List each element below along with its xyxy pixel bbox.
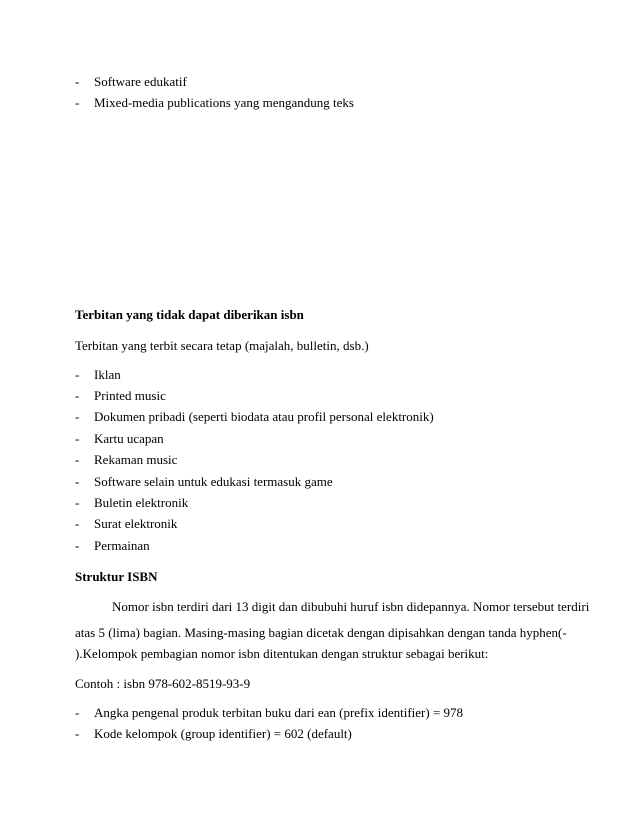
bullet-dash: - (75, 705, 80, 720)
list-item (75, 704, 575, 721)
list-item (75, 430, 575, 447)
list-item (75, 387, 575, 404)
list-item-text: Rekaman music (94, 452, 178, 467)
bullet-dash: - (75, 726, 80, 741)
list-item (75, 451, 575, 468)
bullet-dash: - (75, 431, 80, 446)
list-item-text: Angka pengenal produk terbitan buku dari ean (prefix identifier) = 978 (94, 705, 464, 720)
list-item-text: Printed music (94, 388, 166, 403)
bullet-dash: - (75, 95, 80, 110)
list-item-text: Buletin elektronik (94, 495, 189, 510)
list-item (75, 725, 575, 742)
list-item-text: Dokumen pribadi (seperti biodata atau profil personal elektronik) (94, 409, 434, 424)
bullet-dash: - (75, 495, 80, 510)
list-item (75, 515, 575, 532)
list-item (75, 494, 575, 511)
paragraph-line: atas 5 (lima) bagian. Masing-masing bagian dicetak dengan dipisahkan dengan tanda hyphen(- (75, 625, 567, 640)
bullet-dash: - (75, 409, 80, 424)
section-heading-excluded: Terbitan yang tidak dapat diberikan isbn (75, 307, 304, 322)
list-item-text: Software selain untuk edukasi termasuk game (94, 474, 333, 489)
list-item (75, 366, 575, 383)
bullet-dash: - (75, 452, 80, 467)
section-heading-structure: Struktur ISBN (75, 569, 158, 584)
list-item-text: Software edukatif (94, 74, 187, 89)
list-item-text: Permainan (94, 538, 150, 553)
bullet-dash: - (75, 474, 80, 489)
excluded-intro: Terbitan yang terbit secara tetap (majalah, bulletin, dsb.) (75, 338, 369, 353)
bullet-dash: - (75, 388, 80, 403)
example-line: Contoh : isbn 978-602-8519-93-9 (75, 676, 251, 691)
bullet-dash: - (75, 74, 80, 89)
paragraph-line: ).Kelompok pembagian nomor isbn ditentukan dengan struktur sebagai berikut: (75, 646, 489, 661)
bullet-dash: - (75, 367, 80, 382)
paragraph-line: Nomor isbn terdiri dari 13 digit dan dibubuhi huruf isbn didepannya. Nomor tersebut terdiri (112, 599, 590, 614)
list-item-text: Surat elektronik (94, 516, 178, 531)
bullet-dash: - (75, 516, 80, 531)
list-item (75, 537, 575, 554)
list-item-text: Iklan (94, 367, 121, 382)
list-item (75, 94, 575, 111)
list-item-text: Kartu ucapan (94, 431, 164, 446)
list-item (75, 473, 575, 490)
list-item (75, 408, 575, 425)
list-item-text: Kode kelompok (group identifier) = 602 (default) (94, 726, 352, 741)
bullet-dash: - (75, 538, 80, 553)
list-item-text: Mixed-media publications yang mengandung teks (94, 95, 354, 110)
list-item (75, 73, 575, 90)
